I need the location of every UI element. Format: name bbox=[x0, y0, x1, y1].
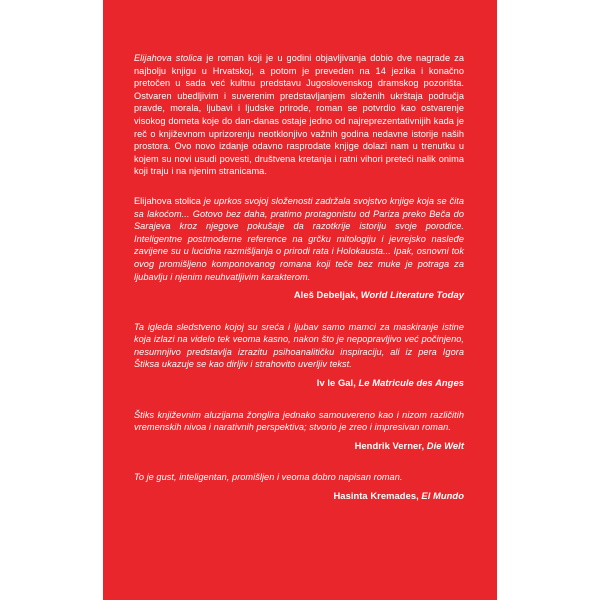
review-paragraph bbox=[134, 471, 464, 484]
review-paragraph bbox=[134, 409, 464, 434]
review-attribution bbox=[134, 440, 464, 453]
back-cover-text bbox=[134, 52, 464, 522]
review-source: Die Welt bbox=[426, 439, 464, 451]
review-paragraph bbox=[134, 321, 464, 371]
review-author: Hendrik Verner, bbox=[354, 439, 427, 451]
intro-text: je roman koji je u godini objavljivanja dobio dve nagrade za najbolju knjigu u Hrvatskoj, a potom je preveden na 14 jezika i konačno pretočen u sada već kultnu predstavu Jugoslovenskog dramskog pozorišta. Ostvaren ubedljivim i suverenim predstavljanjem složenih ukrštaja područja pravde, morala, ljubavi i ljudske prirode, roman se potvrdio kao ostvarenje visokog dometa koje do dan-danas ostaje jedno od najreprezentativnijih kada je reč o književnom uprizorenju neotklonjivo važnih godina nedavne istorije naših prostora. Ovo novo izdanje odavno rasprodate knjige dolazi nam u trenutku u kojem su novi usudi povesti, društvena kretanja i ratni vihori preteći nalik onima koji traju i na njenim stranicama. bbox=[134, 53, 464, 177]
review-attribution bbox=[134, 289, 464, 302]
review-author: Iv le Gal, bbox=[316, 377, 359, 389]
review-source: Le Matricule des Anges bbox=[358, 377, 464, 389]
book-back-cover bbox=[103, 0, 497, 600]
review-author: Hasinta Kremades, bbox=[333, 490, 422, 502]
review-text: To je gust, inteligentan, promišljen i veoma dobro napisan roman. bbox=[134, 472, 403, 483]
review-attribution bbox=[134, 490, 464, 503]
review-author: Aleš Debeljak, bbox=[293, 289, 361, 301]
review-attribution bbox=[134, 377, 464, 390]
review-text: je uprkos svojoj složenosti zadržala svojstvo knjige koja se čita sa lakoćom... Gotovo bez daha, pratimo protagonistu od Pariza preko Beča do Sarajeva kroz njegove pokušaje da razotkrije istoriju svoje porodice. Inteligentne postmoderne reference na grčku mitologiju i jevrejsko nasleđe zavijene su u lucidna razmišljanja o prirodi rata i Holokausta... Ipak, osnovni tok ovog promišljeno komponovanog romana koji teče bez muke je potraga za ljubavlju i njenim neuhvatljivim karakterom. bbox=[134, 195, 464, 282]
review-text: Štiks književnim aluzijama žonglira jednako samouvereno kao i nizom različitih vremenskih nivoa i narativnih perspektiva; stvorio je zreo i impresivan roman. bbox=[134, 409, 464, 433]
review-lead: Elijahova stolica bbox=[134, 195, 201, 206]
intro-paragraph bbox=[134, 52, 464, 178]
review-paragraph bbox=[134, 195, 464, 283]
review-text: Ta igleda sledstveno kojoj su sreća i ljubav samo mamci za maskiranje istine koja izlazi na videlo tek veoma kasno, nakon što je nepopravljivo već počinjeno, nesumnjivo predstavlja izrazitu psihoanalitičku inspiraciju, ali iz pera Igora Štiksa ukazuje se kao dirljiv i strahovito uverljiv tekst. bbox=[134, 321, 464, 370]
book-title: Elijahova stolica bbox=[134, 53, 203, 63]
review-source: World Literature Today bbox=[360, 289, 464, 301]
review-source: El Mundo bbox=[421, 490, 464, 502]
